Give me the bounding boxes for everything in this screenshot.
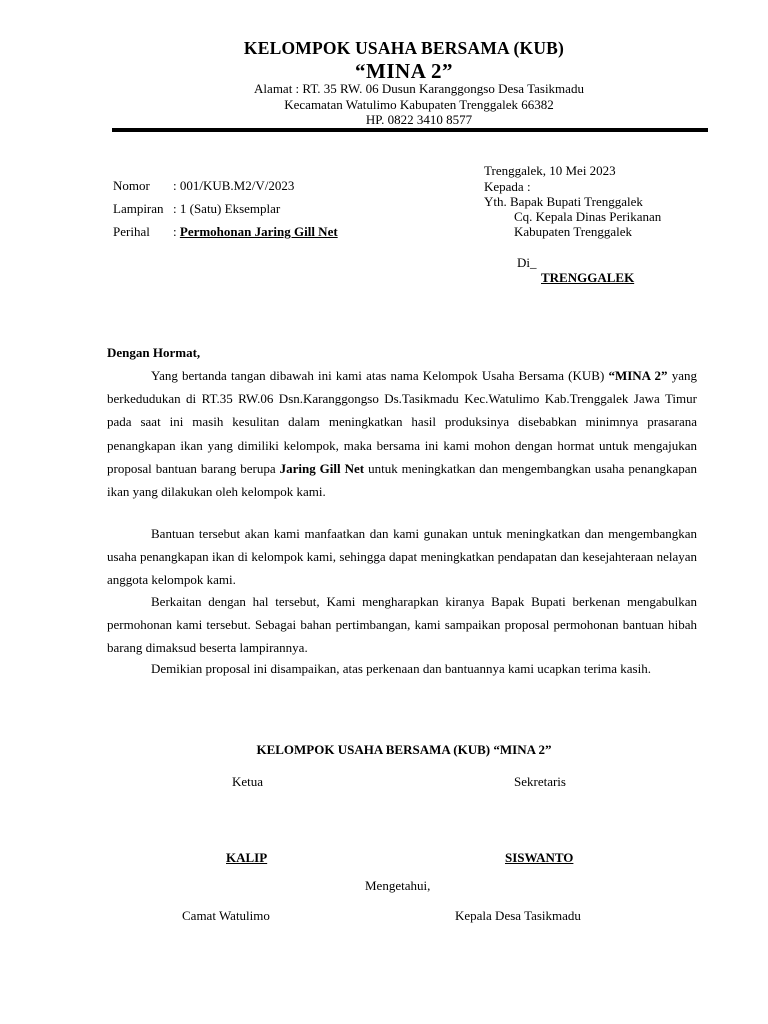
p3-text: Berkaitan dengan hal tersebut, Kami mengharapkan kiranya Bapak Bupati berkenan mengabulkan permohonan kami tersebut. Sebagai bahan pertimbangan, kami sampaikan proposal permohonan bantuan hibah barang dimaksud beserta lampirannya. xyxy=(107,594,697,656)
sekretaris-name: SISWANTO xyxy=(505,850,574,865)
nomor-label: Nomor xyxy=(113,178,150,193)
lampiran-label: Lampiran xyxy=(113,201,164,216)
meta-nomor xyxy=(113,178,294,194)
perihal-colon: : xyxy=(173,224,180,239)
p2-text: Bantuan tersebut akan kami manfaatkan dan kami gunakan untuk meningkatkan dan mengembangkan usaha penangkapan ikan di kelompok kami, sehingga dapat meningkatkan pendapatan dan kesejahteraan nelayan anggota kelompok kami. xyxy=(107,526,697,588)
letter-date: Trenggalek, 10 Mei 2023 xyxy=(484,163,616,178)
nomor-value: : 001/KUB.M2/V/2023 xyxy=(173,178,295,193)
camat-role: Camat Watulimo xyxy=(182,908,270,923)
ketua-name: KALIP xyxy=(226,850,268,865)
letterhead-divider xyxy=(112,128,708,132)
address-line-2: Kecamatan Watulimo Kabupaten Trenggalek 66382 xyxy=(284,97,554,112)
paragraph-1 xyxy=(107,364,697,503)
perihal-label: Perihal xyxy=(113,224,150,239)
salutation: Dengan Hormat, xyxy=(107,345,201,360)
p1-org-name: “MINA 2” xyxy=(608,368,668,383)
kades-role: Kepala Desa Tasikmadu xyxy=(455,908,581,923)
kepada-label: Kepada : xyxy=(484,179,531,194)
lampiran-value: : 1 (Satu) Eksemplar xyxy=(173,201,281,216)
org-subtitle: “MINA 2” xyxy=(355,59,453,83)
org-name: KELOMPOK USAHA BERSAMA (KUB) xyxy=(243,38,565,58)
perihal-value: Permohonan Jaring Gill Net xyxy=(179,224,338,239)
meta-lampiran xyxy=(113,201,280,217)
closing-org-name: KELOMPOK USAHA BERSAMA (KUB) “MINA 2” xyxy=(256,742,552,757)
recipient-di: Di_ xyxy=(517,255,537,270)
paragraph-2 xyxy=(107,522,697,592)
phone-line: HP. 0822 3410 8577 xyxy=(365,112,473,127)
recipient-cq: Cq. Kepala Dinas Perikanan xyxy=(514,209,662,224)
address-line-1: Alamat : RT. 35 RW. 06 Dusun Karanggongso Desa Tasikmadu xyxy=(254,81,584,96)
recipient-city: TRENGGALEK xyxy=(541,270,635,285)
p1-text-c: yang berkedudukan di RT.35 RW.06 Dsn.Karanggongso Ds.Tasikmadu Kec.Watulimo Kab.Trenggalek Jawa Timur pada saat ini masih kesulitan dalam meningkatkan hasil produksinya disebabkan minimnya prasarana penangkapan ikan yang dimiliki kelompok, maka bersama ini kami mohon dengan hormat untuk mengajukan proposal bantuan barang berupa xyxy=(107,368,697,476)
paragraph-3 xyxy=(107,590,697,660)
sekretaris-role: Sekretaris xyxy=(514,774,566,789)
p1-text-a: Yang bertanda tangan dibawah ini kami atas nama Kelompok Usaha Bersama (KUB) xyxy=(151,368,609,383)
p4-text: Demikian proposal ini disampaikan, atas perkenaan dan bantuannya kami ucapkan terima kasih. xyxy=(151,661,651,676)
recipient-kabupaten: Kabupaten Trenggalek xyxy=(514,224,633,239)
p1-item-name: Jaring Gill Net xyxy=(279,460,365,476)
paragraph-4 xyxy=(107,657,697,680)
recipient-yth: Yth. Bapak Bupati Trenggalek xyxy=(484,194,643,209)
meta-perihal xyxy=(113,224,338,240)
ketua-role: Ketua xyxy=(232,774,264,789)
p1-text-e: untuk meningkatkan dan mengembangkan usaha penangkapan ikan yang dilakukan oleh kelompok kami. xyxy=(107,460,698,500)
mengetahui-label: Mengetahui, xyxy=(365,878,431,893)
